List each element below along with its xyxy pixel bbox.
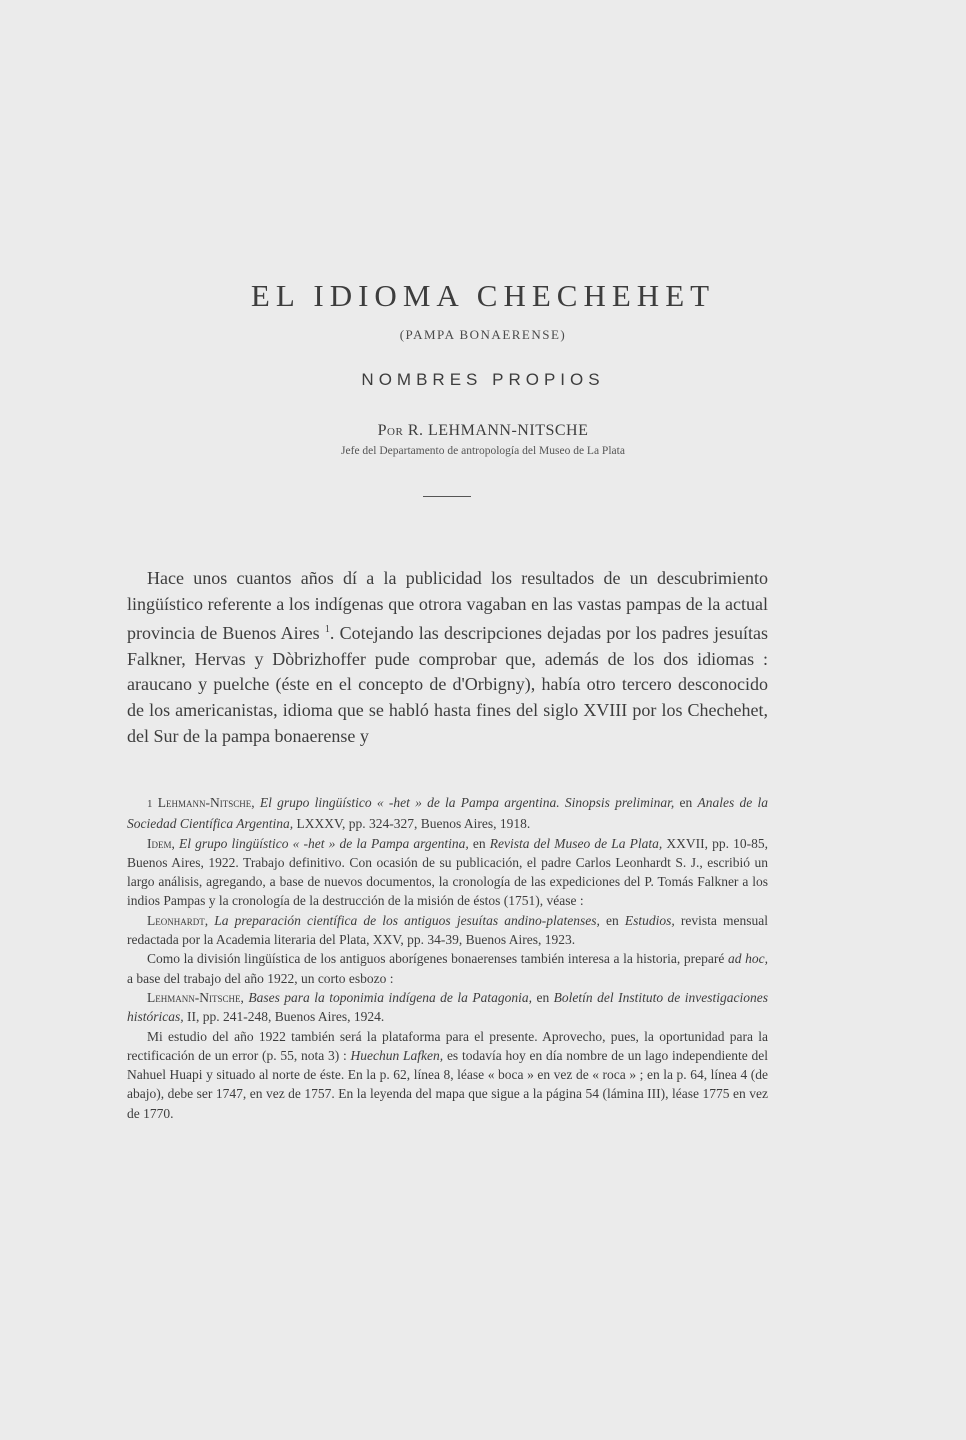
footnote-in: en bbox=[472, 835, 486, 851]
footnote-text: Como la división lingüística de los antiguos aborígenes bonaerenses también interesa a la historia, preparé bbox=[147, 951, 725, 967]
footnote-4 bbox=[127, 949, 768, 988]
footnote-details: revista mensual redactada por la Academia literaria del Plata, XXV, pp. 34-39, Buenos Aires, 1923. bbox=[127, 912, 769, 948]
footnotes bbox=[127, 793, 768, 1123]
footnote-journal: Revista del Museo de La Plata, bbox=[489, 835, 663, 851]
article-title: EL IDIOMA CHECHEHET bbox=[250, 278, 716, 313]
footnote-author: Lehmann-Nitsche bbox=[157, 795, 252, 810]
footnote-in: en bbox=[605, 912, 619, 928]
footnote-author: Idem bbox=[147, 835, 172, 851]
footnote-text: a base del trabajo del año 1922, un corto esbozo : bbox=[127, 970, 394, 986]
footnote-details: XXVII, pp. 10-85, Buenos Aires, 1922. Trabajo definitivo. Con ocasión de su publicación, el padre Carlos Leonhardt S. J., escribió un largo análisis, agregando, a base de nuevos documentos, la cronología de las expediciones del P. Tomás Falkner a los indios Pampas y la cronología de la destrucción de la misión de éstos (1751), véase : bbox=[127, 835, 769, 909]
section-heading: NOMBRES PROPIOS bbox=[361, 370, 605, 389]
century-numeral: XVIII bbox=[583, 699, 628, 720]
body-text-part-2: . Cotejando las descripciones dejadas por los padres jesuítas Falkner, Hervas y Dòbrizhoffer pude comprobar que, además de los dos idiomas : araucano y puelche (éste en el concepto de d'Orbigny), había otro tercero desconocido de los americanistas, idioma que se habló hasta fines del siglo bbox=[127, 623, 769, 720]
author-prefix: Por bbox=[377, 422, 404, 439]
article-subtitle: (PAMPA BONAERENSE) bbox=[399, 327, 567, 342]
footnote-3: Leonhardt, La preparación científica de los antiguos jesuítas andino-platenses, en Estudios, revista mensual redactada por la Academia literaria del Plata, XXV, pp. 34-39, Buenos Aires, 1923. bbox=[127, 912, 769, 948]
footnote-adhoc: ad hoc, bbox=[728, 951, 769, 967]
author-line bbox=[0, 422, 966, 440]
author-affiliation: Jefe del Departamento de antropología del Museo de La Plata bbox=[341, 445, 625, 457]
footnote-2: Idem, El grupo lingüístico « -het » de la Pampa argentina, en Revista del Museo de La Plata, XXVII, pp. 10-85, Buenos Aires, 1922. Trabajo definitivo. Con ocasión de su publicación, el padre Carlos Leonhardt S. J., escribió un largo análisis, agregando, a base de nuevos documentos, la cronología de las expediciones del P. Tomás Falkner a los indios Pampas y la cronología de la destrucción de la misión de éstos (1751), véase : bbox=[127, 835, 769, 909]
footnote-details: LXXXV, pp. 324-327, Buenos Aires, 1918. bbox=[296, 816, 531, 832]
footnote-author: Lehmann-Nitsche bbox=[147, 989, 241, 1005]
author-name: R. LEHMANN-NITSCHE bbox=[407, 422, 589, 439]
footnote-journal: Anales de la Sociedad Científica Argentina, bbox=[127, 795, 769, 832]
footnote-title: El grupo lingüístico « -het » de la Pampa argentina. Sinopsis preliminar, bbox=[259, 795, 675, 810]
body-text-part-1: Hace unos cuantos años dí a la publicidad los resultados de un descubrimiento lingüístico referente a los indígenas que otrora vagaban en las vastas pampas de la actual provincia de Buenos Aires bbox=[127, 568, 768, 644]
footnote-title: La preparación científica de los antiguos jesuítas andino-platenses, bbox=[214, 912, 600, 928]
divider-rule bbox=[423, 496, 471, 497]
footnote-journal: Boletín del Instituto de investigaciones históricas, bbox=[127, 989, 768, 1025]
footnote-1: 1 Lehmann-Nitsche, El grupo lingüístico « -het » de la Pampa argentina. Sinopsis preliminar, en Anales de la Sociedad Científica Argentina, LXXXV, pp. 324-327, Buenos Aires, 1918. bbox=[127, 795, 769, 832]
footnote-5: Lehmann-Nitsche, Bases para la toponimia indígena de la Patagonia, en Boletín del Instituto de investigaciones históricas, II, pp. 241-248, Buenos Aires, 1924. bbox=[127, 989, 768, 1025]
footnote-title: El grupo lingüístico « -het » de la Pampa argentina, bbox=[179, 835, 469, 851]
footnote-text: es todavía hoy en día nombre de un lago independiente del Nahuel Huapi y situado al norte de éste. En la p. 62, línea 8, léase « boca » en vez de « roca » ; en la p. 64, línea 4 (de abajo), debe ser 1747, en vez de 1757. En la leyenda del mapa que sigue a la página 54 (lámina III), léase 1775 en vez de 1770. bbox=[127, 1047, 768, 1121]
footnote-place-name: Huechun Lafken, bbox=[350, 1047, 444, 1063]
footnote-mark: 1 bbox=[147, 798, 153, 810]
footnote-in: en bbox=[536, 989, 550, 1005]
footnote-title: Bases para la toponimia indígena de la Patagonia, bbox=[248, 989, 532, 1005]
footnote-author: Leonhardt bbox=[147, 912, 205, 928]
footnote-6 bbox=[127, 1027, 768, 1123]
footnote-reference[interactable]: 1 bbox=[324, 624, 330, 636]
footnote-in: en bbox=[679, 795, 693, 810]
body-paragraph bbox=[127, 566, 768, 749]
footnote-journal: Estudios, bbox=[624, 912, 675, 928]
body-text-part-3: por los Chechehet, del Sur de la pampa bonaerense y bbox=[127, 699, 769, 746]
footnote-text: Mi estudio del año 1922 también será la plataforma para el presente. Aprovecho, pues, la oportunidad para la rectificación de un error (p. 55, nota 3) : bbox=[127, 1028, 768, 1063]
footnote-details: II, pp. 241-248, Buenos Aires, 1924. bbox=[187, 1009, 385, 1025]
